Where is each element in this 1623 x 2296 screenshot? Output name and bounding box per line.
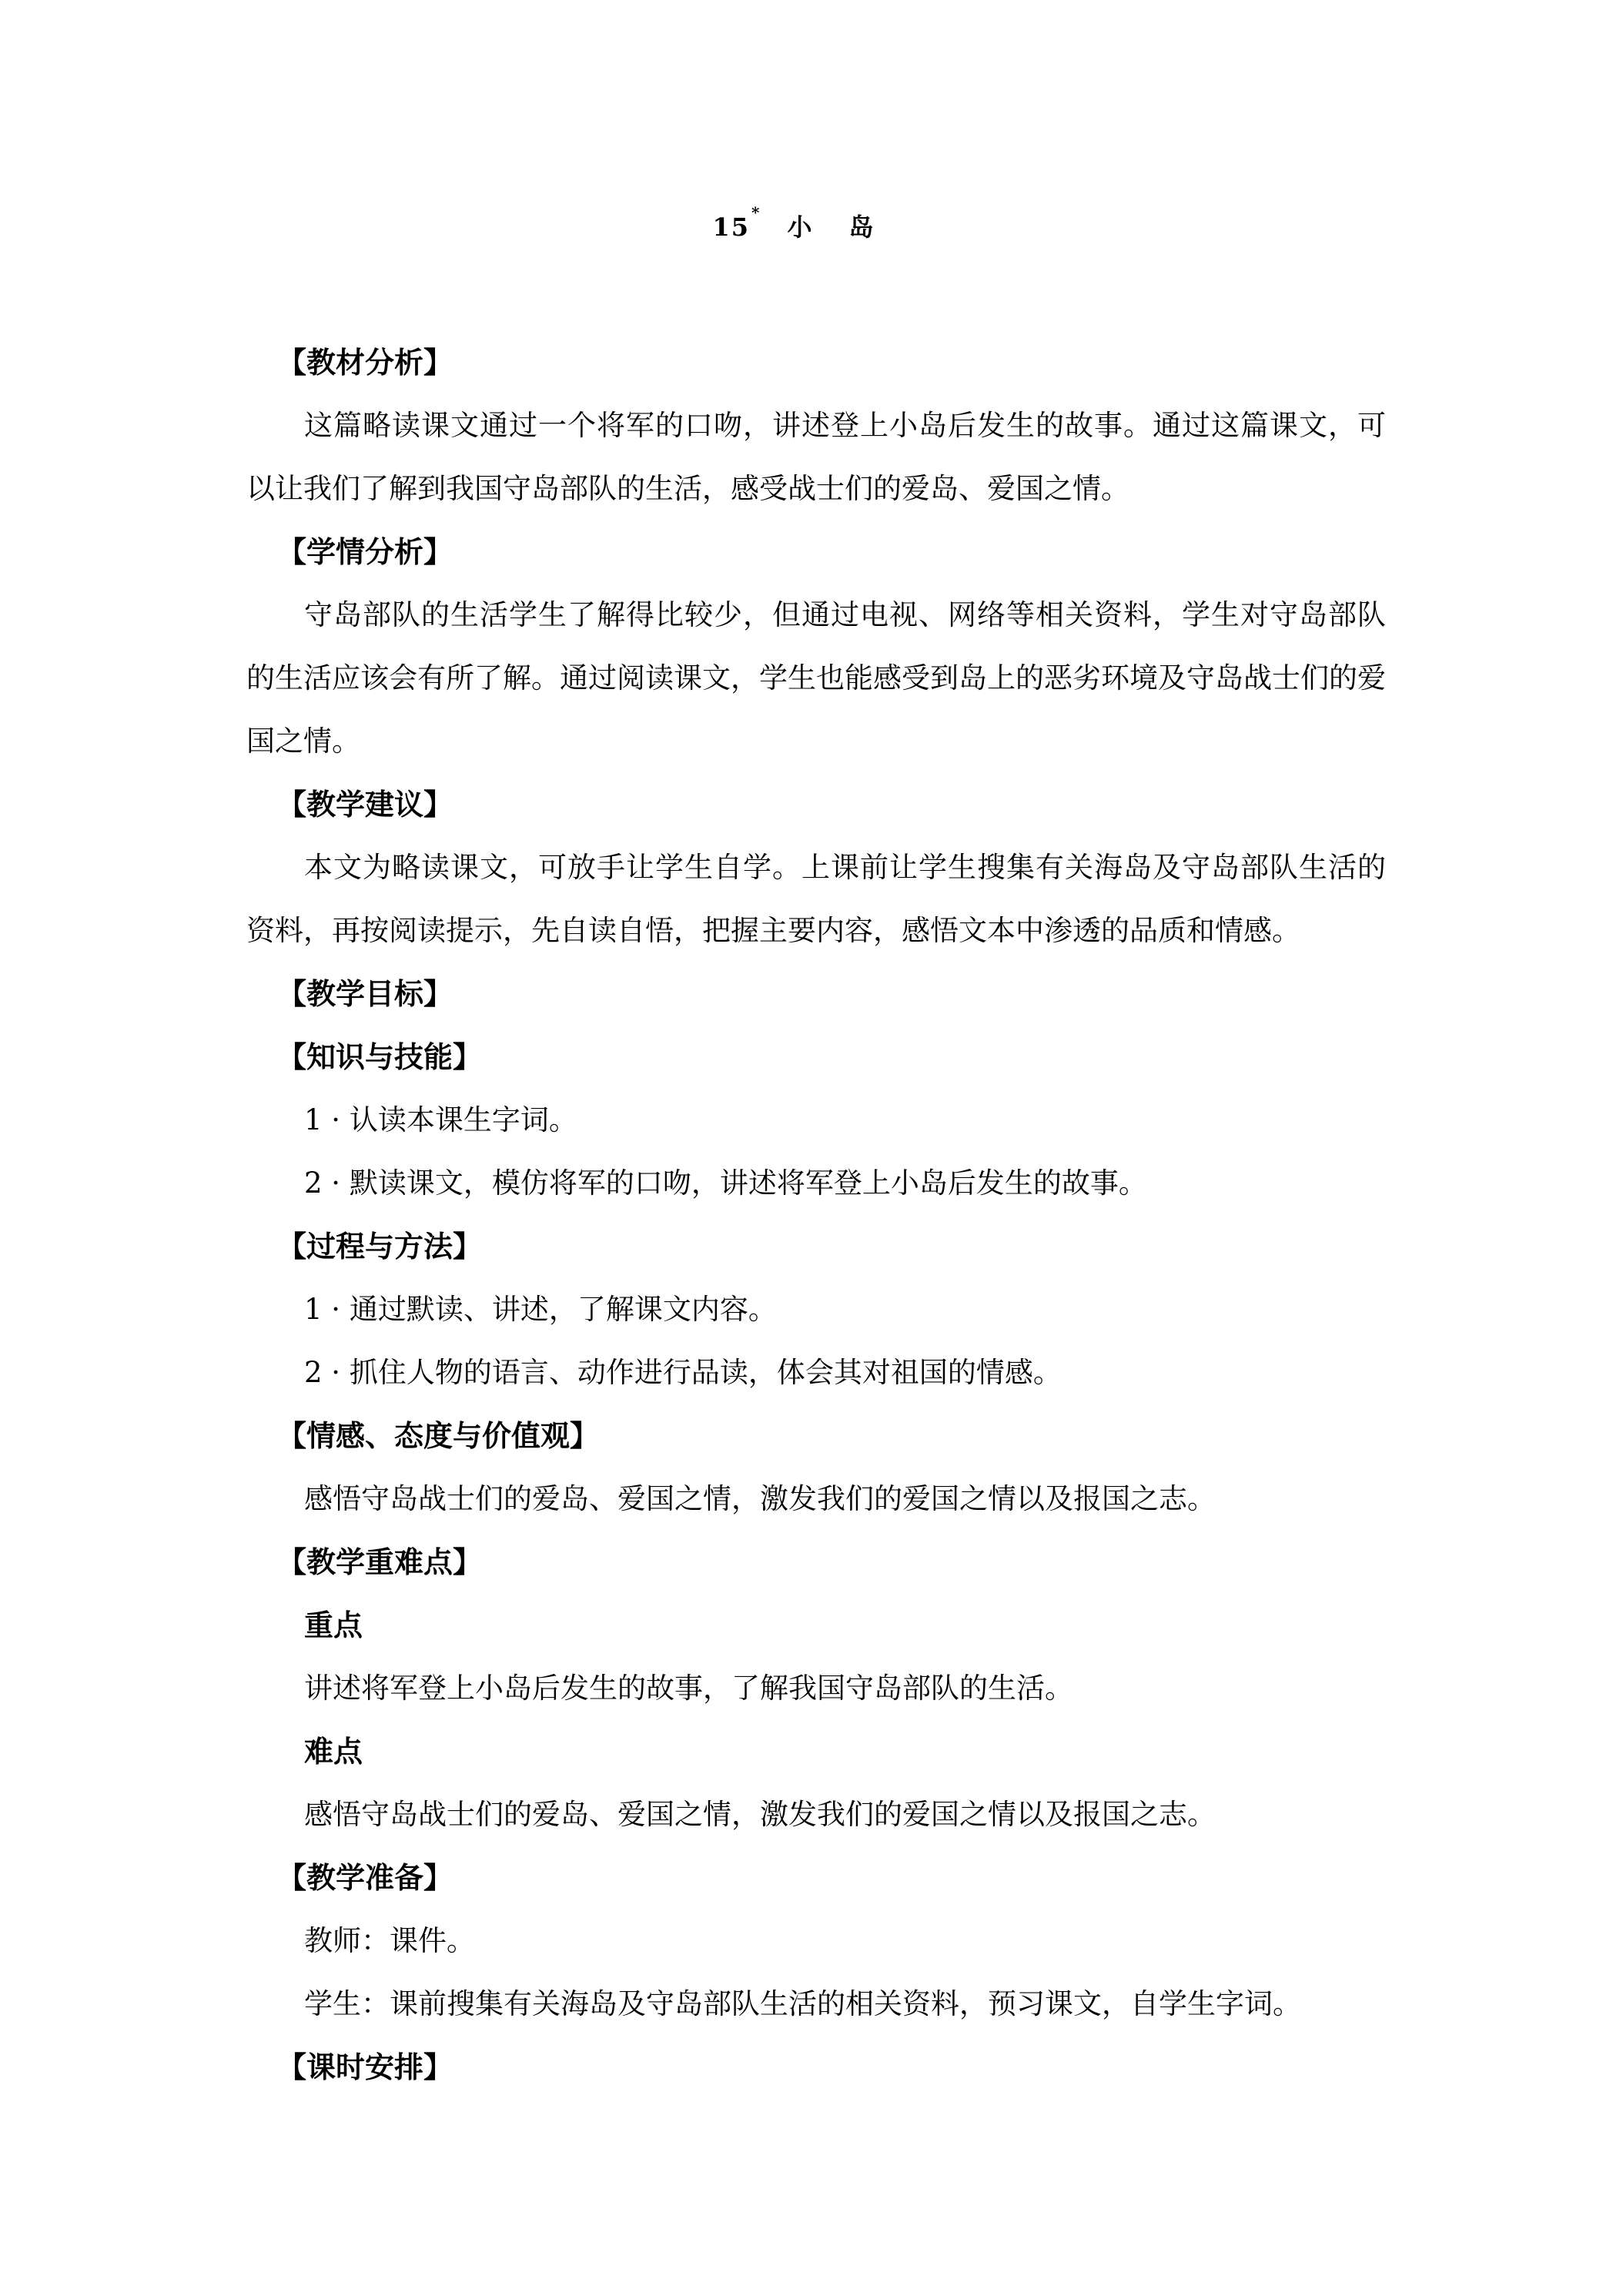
heading-teaching-goals: 【教学目标】: [277, 976, 453, 1011]
heading-key-points: 【教学重难点】: [277, 1545, 483, 1579]
list-item-emotion-1: 感悟守岛战士们的爱岛、爱国之情，激发我们的爱国之情以及报国之志。: [304, 1482, 1216, 1515]
paragraph-textbook-analysis: 这篇略读课文通过一个将军的口吻，讲述登上小岛后发生的故事。通过这篇课文，可以让我们了解到我国守岛部队的生活，感受战士们的爱岛、爱国之情。: [246, 409, 1386, 505]
heading-teaching-suggestion: 【教学建议】: [277, 787, 453, 822]
heading-process-method: 【过程与方法】: [277, 1229, 483, 1263]
heading-learner-analysis: 【学情分析】: [277, 534, 453, 569]
heading-schedule: 【课时安排】: [277, 2050, 453, 2084]
paragraph-teaching-suggestion: 本文为略读课文，可放手让学生自学。上课前让学生搜集有关海岛及守岛部队生活的资料，再按阅读提示，先自读自悟，把握主要内容，感悟文本中渗透的品质和情感。: [246, 851, 1386, 947]
text-preparation-teacher: 教师：课件。: [304, 1924, 475, 1957]
lesson-name: 小岛: [787, 213, 911, 242]
paragraph-learner-analysis: 守岛部队的生活学生了解得比较少，但通过电视、网络等相关资料，学生对守岛部队的生活应该会有所了解。通过阅读课文，学生也能感受到岛上的恶劣环境及守岛战士们的爱国之情。: [246, 598, 1386, 758]
text-difficulty: 感悟守岛战士们的爱岛、爱国之情，激发我们的爱国之情以及报国之志。: [304, 1798, 1216, 1831]
lesson-mark: *: [751, 203, 761, 222]
list-item-process-1: 1 · 通过默读、讲述，了解课文内容。: [304, 1293, 777, 1326]
list-item-knowledge-1: 1 · 认读本课生字词。: [304, 1103, 577, 1136]
label-key-point: 重点: [304, 1608, 363, 1642]
heading-emotion-values: 【情感、态度与价值观】: [277, 1418, 600, 1453]
list-item-knowledge-2: 2 · 默读课文，模仿将军的口吻，讲述将军登上小岛后发生的故事。: [304, 1166, 1147, 1200]
list-item-process-2: 2 · 抓住人物的语言、动作进行品读，体会其对祖国的情感。: [304, 1356, 1062, 1389]
lesson-title: [0, 203, 1623, 243]
text-preparation-student: 学生：课前搜集有关海岛及守岛部队生活的相关资料，预习课文，自学生字词。: [304, 1987, 1301, 2020]
lesson-number: 15: [712, 213, 751, 242]
heading-textbook-analysis: 【教材分析】: [277, 345, 453, 380]
heading-preparation: 【教学准备】: [277, 1860, 453, 1895]
text-key-point: 讲述将军登上小岛后发生的故事，了解我国守岛部队的生活。: [304, 1672, 1073, 1705]
heading-knowledge-skills: 【知识与技能】: [277, 1039, 483, 1074]
label-difficulty: 难点: [304, 1734, 363, 1769]
document-body: [246, 331, 1386, 2099]
